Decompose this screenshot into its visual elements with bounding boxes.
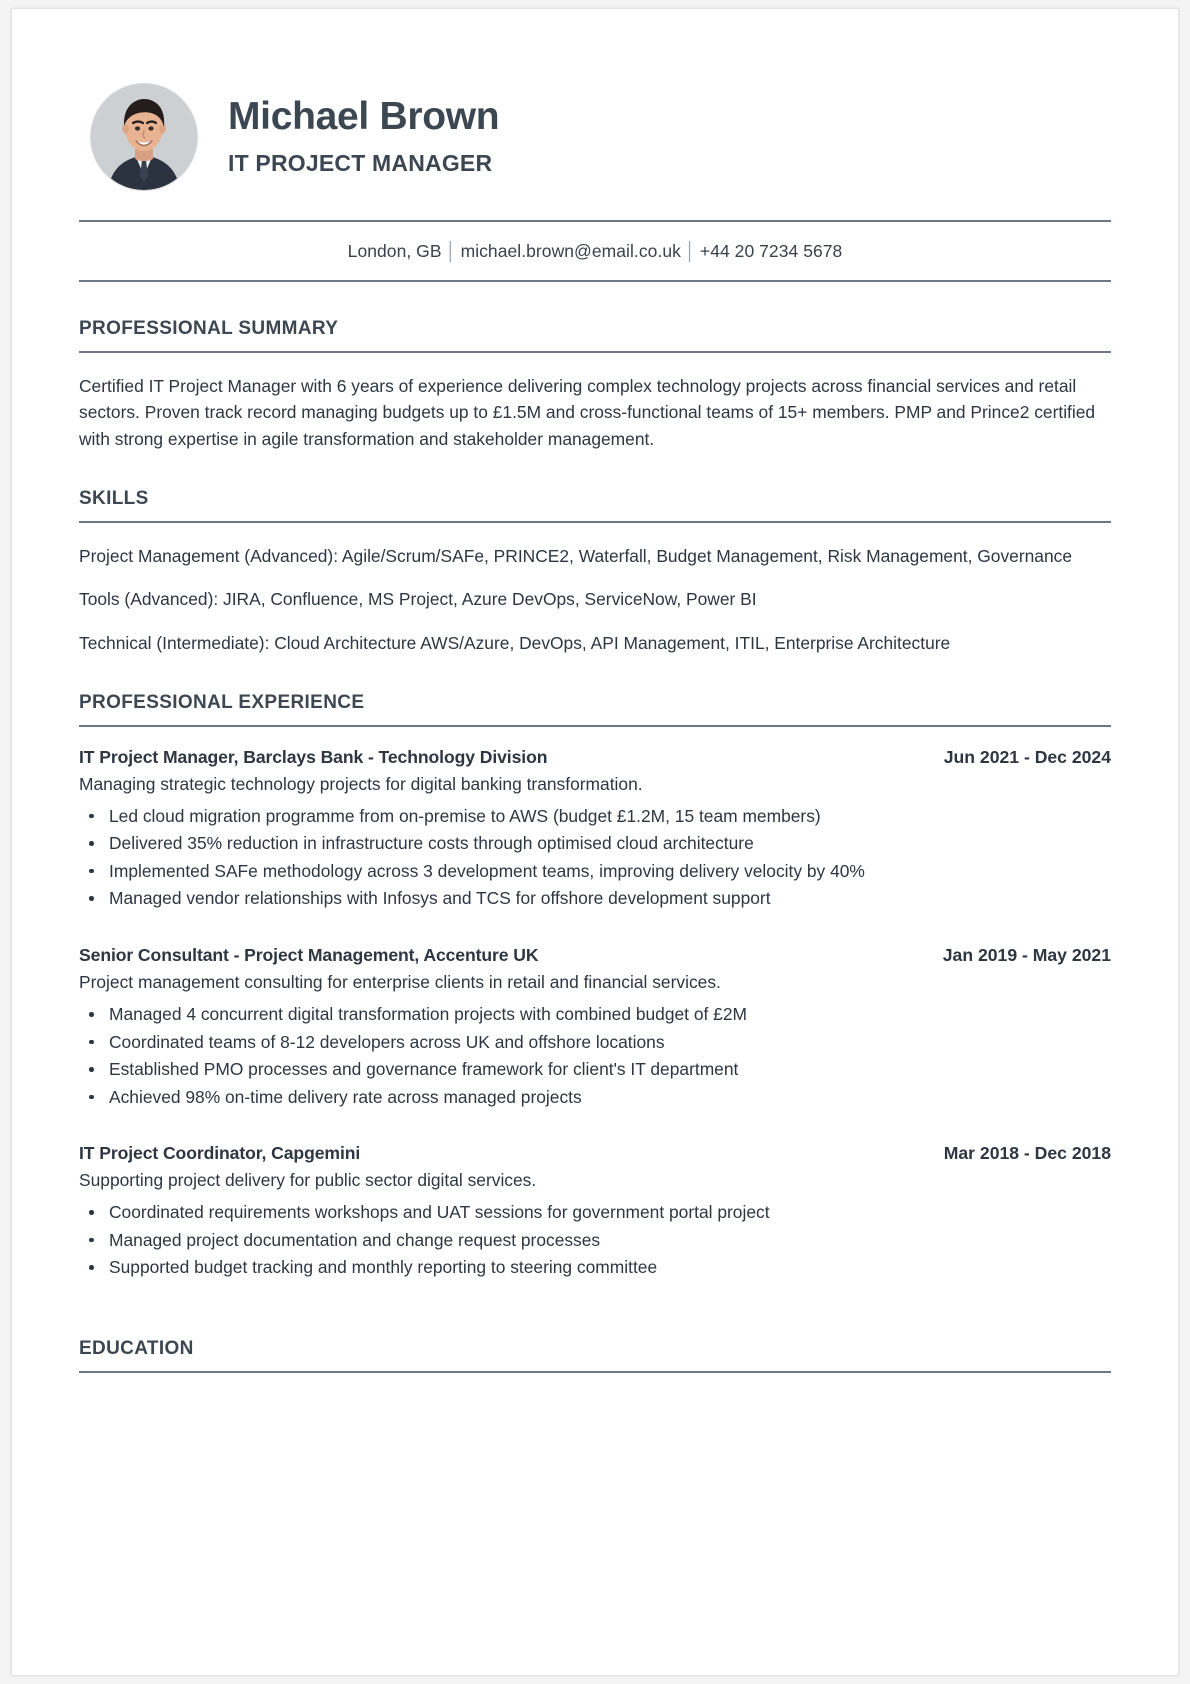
bullet-dot-icon [89, 814, 94, 819]
experience-entry-header [79, 747, 1111, 768]
experience-entry [79, 945, 1111, 1111]
experience-entry-header [79, 945, 1111, 966]
experience-bullet [79, 1029, 1111, 1057]
section-divider-skills [79, 521, 1111, 523]
skill-line: Technical (Intermediate): Cloud Architecture AWS/Azure, DevOps, API Management, ITIL, Enterprise Architecture [79, 632, 951, 653]
section-heading-skills: SKILLS [79, 488, 149, 510]
section-heading-experience: PROFESSIONAL EXPERIENCE [79, 691, 365, 713]
experience-entry-header [79, 1143, 1111, 1164]
bullet-dot-icon [89, 1012, 94, 1017]
experience-bullet [79, 803, 1111, 831]
section-divider-education [79, 1371, 1111, 1373]
contact-divider [79, 280, 1111, 282]
section-education [79, 1338, 1111, 1373]
skill-line: Project Management (Advanced): Agile/Scrum/SAFe, PRINCE2, Waterfall, Budget Management, Risk Management, Governance [79, 546, 1073, 567]
experience-bullet [79, 858, 1111, 886]
section-heading-summary: PROFESSIONAL SUMMARY [79, 318, 339, 339]
resume-page [11, 8, 1179, 1676]
bullet-dot-icon [89, 869, 94, 874]
section-heading-education: EDUCATION [79, 1337, 194, 1359]
skills-list [79, 543, 1111, 655]
experience-bullet [79, 1227, 1111, 1255]
bullet-dot-icon [89, 1238, 94, 1243]
experience-job-dates: Mar 2018 - Dec 2018 [943, 1143, 1111, 1164]
experience-bullet-text: Delivered 35% reduction in infrastructure costs through optimised cloud architecture [109, 833, 754, 854]
contact-separator-1: │ [445, 241, 457, 261]
experience-bullet-text: Implemented SAFe methodology across 3 development teams, improving delivery velocity by 40% [109, 860, 865, 881]
experience-entry [79, 747, 1111, 913]
experience-bullet [79, 1199, 1111, 1227]
experience-bullet [79, 1084, 1111, 1112]
experience-bullet [79, 830, 1111, 858]
bullet-dot-icon [89, 1040, 94, 1045]
bullet-dot-icon [89, 1067, 94, 1072]
experience-bullet-text: Managed vendor relationships with Infosys and TCS for offshore development support [109, 888, 771, 909]
bullet-dot-icon [89, 1265, 94, 1270]
avatar [90, 83, 198, 191]
experience-bullet [79, 885, 1111, 913]
experience-bullet-list [79, 1001, 1111, 1111]
bullet-dot-icon [89, 1210, 94, 1215]
experience-bullet-list [79, 803, 1111, 913]
experience-bullet-text: Achieved 98% on-time delivery rate across managed projects [109, 1086, 582, 1107]
experience-job-title: IT Project Coordinator, Capgemini [79, 1143, 361, 1164]
experience-bullet [79, 1001, 1111, 1029]
name-block [228, 95, 499, 180]
summary-text: Certified IT Project Manager with 6 years of experience delivering complex technology projects across financial services and retail sectors. Proven track record managing budgets up to £1.5M and cross-functional teams of 15+ members. PMP and Prince2 certified with strong expertise in agile transformation and stakeholder management. [79, 376, 1096, 449]
experience-bullet-text: Managed 4 concurrent digital transformation projects with combined budget of £2M [109, 1004, 748, 1025]
bullet-dot-icon [89, 896, 94, 901]
contact-location: London, GB [347, 241, 442, 261]
experience-job-title: Senior Consultant - Project Management, Accenture UK [79, 944, 539, 965]
experience-bullet [79, 1254, 1111, 1282]
experience-job-title: IT Project Manager, Barclays Bank - Technology Division [79, 746, 548, 767]
experience-bullet-text: Led cloud migration programme from on-premise to AWS (budget £1.2M, 15 team members) [109, 805, 821, 826]
bullet-dot-icon [89, 841, 94, 846]
contact-line [79, 222, 1111, 280]
experience-bullet-text: Established PMO processes and governance framework for client's IT department [109, 1059, 739, 1080]
experience-bullet-text: Coordinated teams of 8-12 developers across UK and offshore locations [109, 1031, 665, 1052]
contact-phone[interactable]: +44 20 7234 5678 [699, 241, 843, 261]
page-title: Michael Brown [228, 94, 500, 138]
experience-bullet-text: Managed project documentation and change request processes [109, 1229, 601, 1250]
section-professional-summary [79, 318, 1111, 452]
contact-separator-2: │ [684, 241, 696, 261]
bullet-dot-icon [89, 1095, 94, 1100]
resume-header [79, 83, 1111, 191]
contact-email[interactable]: michael.brown@email.co.uk [460, 241, 681, 261]
experience-bullet [79, 1056, 1111, 1084]
experience-entry [79, 1143, 1111, 1282]
skill-line: Tools (Advanced): JIRA, Confluence, MS Project, Azure DevOps, ServiceNow, Power BI [79, 589, 757, 610]
section-divider-experience [79, 725, 1111, 727]
section-divider-summary [79, 351, 1111, 353]
profile-photo-icon [91, 84, 197, 190]
experience-job-dates: Jun 2021 - Dec 2024 [943, 746, 1111, 767]
section-skills [79, 488, 1111, 655]
experience-bullet-text: Supported budget tracking and monthly reporting to steering committee [109, 1257, 658, 1278]
experience-bullet-list [79, 1199, 1111, 1282]
experience-job-summary: Managing strategic technology projects for digital banking transformation. [79, 773, 643, 794]
experience-bullet-text: Coordinated requirements workshops and UAT sessions for government portal project [109, 1202, 770, 1223]
section-professional-experience [79, 692, 1111, 1282]
experience-job-summary: Project management consulting for enterprise clients in retail and financial services. [79, 971, 721, 992]
experience-job-dates: Jan 2019 - May 2021 [942, 944, 1111, 965]
job-title-subheading: IT PROJECT MANAGER [228, 150, 493, 177]
resume-content [79, 83, 1111, 1373]
experience-job-summary: Supporting project delivery for public sector digital services. [79, 1170, 537, 1191]
